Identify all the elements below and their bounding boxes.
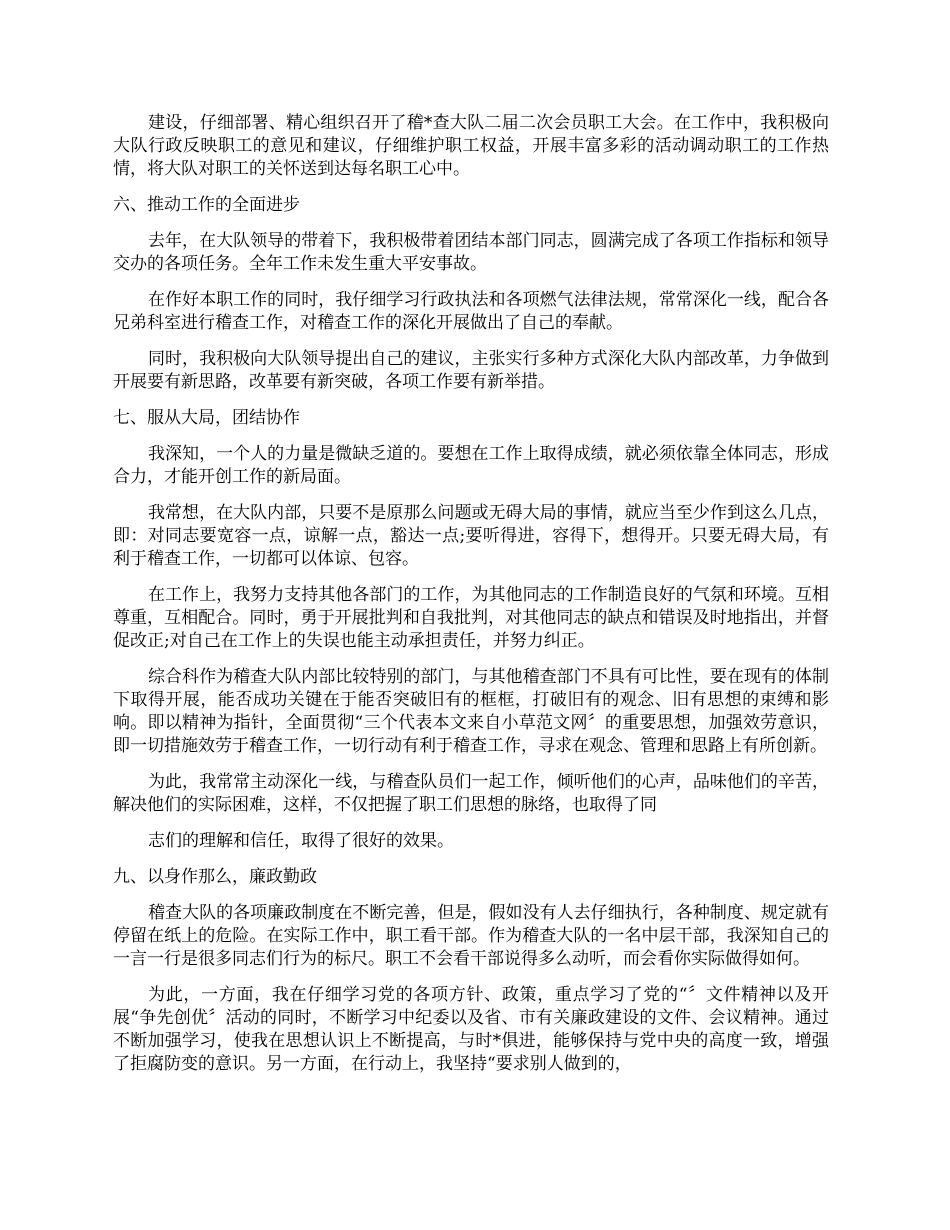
- section-heading-6: 六、推动工作的全面进步: [113, 195, 300, 215]
- paragraph: 综合科作为稽查大队内部比较特别的部门，与其他稽查部门不具有可比性，要在现有的体制下取得开展，能否成功关键在于能否突破旧有的框框，打破旧有的观念、旧有思想的束缚和影响。即以精神为指针，全面贯彻“三个代表本文来自小草范文网〞的重要思想，加强效劳意识，即一切措施效劳于稽查工作，一切行动有利于稽查工作，寻求在观念、管理和思路上有所创新。: [113, 667, 829, 756]
- section-heading-9: 九、以身作那么，廉政勤政: [113, 867, 317, 887]
- paragraph: 稽查大队的各项廉政制度在不断完善，但是，假如没有人去仔细执行，各种制度、规定就有停留在纸上的危险。在实际工作中，职工看干部。作为稽查大队的一名中层干部，我深知自己的一言一行是很多同志们行为的标尺。职工不会看干部说得多么动听，而会看你实际做得如何。: [113, 903, 829, 969]
- paragraph: 为此，我常常主动深化一线，与稽查队员们一起工作，倾听他们的心声，品味他们的辛苦，解决他们的实际困难，这样，不仅把握了职工们思想的脉络，也取得了同: [113, 772, 829, 815]
- paragraph-union-work: 建设，仔细部署、精心组织召开了稽*查大队二届二次会员职工大会。在工作中，我积极向大队行政反映职工的意见和建议，仔细维护职工权益，开展丰富多彩的活动调动职工的工作热情，将大队对职工的关怀送到达每名职工心中。: [113, 113, 829, 179]
- paragraph: 在工作上，我努力支持其他各部门的工作，为其他同志的工作制造良好的气氛和环境。互相尊重，互相配合。同时，勇于开展批判和自我批判，对其他同志的缺点和错误及时地指出，并督促改正;对自己在工作上的失误也能主动承担责任，并努力纠正。: [113, 585, 829, 651]
- paragraph: 我常想，在大队内部，只要不是原那么问题或无碍大局的事情，就应当至少作到这么几点，即：对同志要宽容一点，谅解一点，豁达一点;要听得进，容得下，想得开。只要无碍大局，有利于稽查工作，一切都可以体谅、包容。: [113, 503, 829, 569]
- section-heading-7: 七、服从大局，团结协作: [113, 408, 300, 428]
- paragraph: 去年，在大队领导的带着下，我积极带着团结本部门同志，圆满完成了各项工作指标和领导交办的各项任务。全年工作未发生重大平安事故。: [113, 231, 829, 274]
- document-page: [113, 112, 829, 1089]
- paragraph: 为此，一方面，我在仔细学习党的各项方针、政策，重点学习了党的“〞文件精神以及开展“争先创优〞活动的同时，不断学习中纪委以及省、市有关廉政建设的文件、会议精神。通过不断加强学习，使我在思想认识上不断提高，与时*俱进，能够保持与党中央的高度一致，增强了拒腐防变的意识。另一方面，在行动上，我坚持“要求别人做到的，: [113, 985, 829, 1074]
- paragraph: 在作好本职工作的同时，我仔细学习行政执法和各项燃气法律法规，常常深化一线，配合各兄弟科室进行稽查工作，对稽查工作的深化开展做出了自己的奉献。: [113, 290, 829, 333]
- paragraph: 志们的理解和信任，取得了很好的效果。: [148, 831, 454, 851]
- paragraph: 同时，我积极向大队领导提出自己的建议，主张实行多种方式深化大队内部改革，力争做到开展要有新思路，改革要有新突破，各项工作要有新举措。: [113, 349, 829, 392]
- paragraph: 我深知，一个人的力量是微缺乏道的。要想在工作上取得成绩，就必须依靠全体同志，形成合力，才能开创工作的新局面。: [113, 444, 829, 487]
